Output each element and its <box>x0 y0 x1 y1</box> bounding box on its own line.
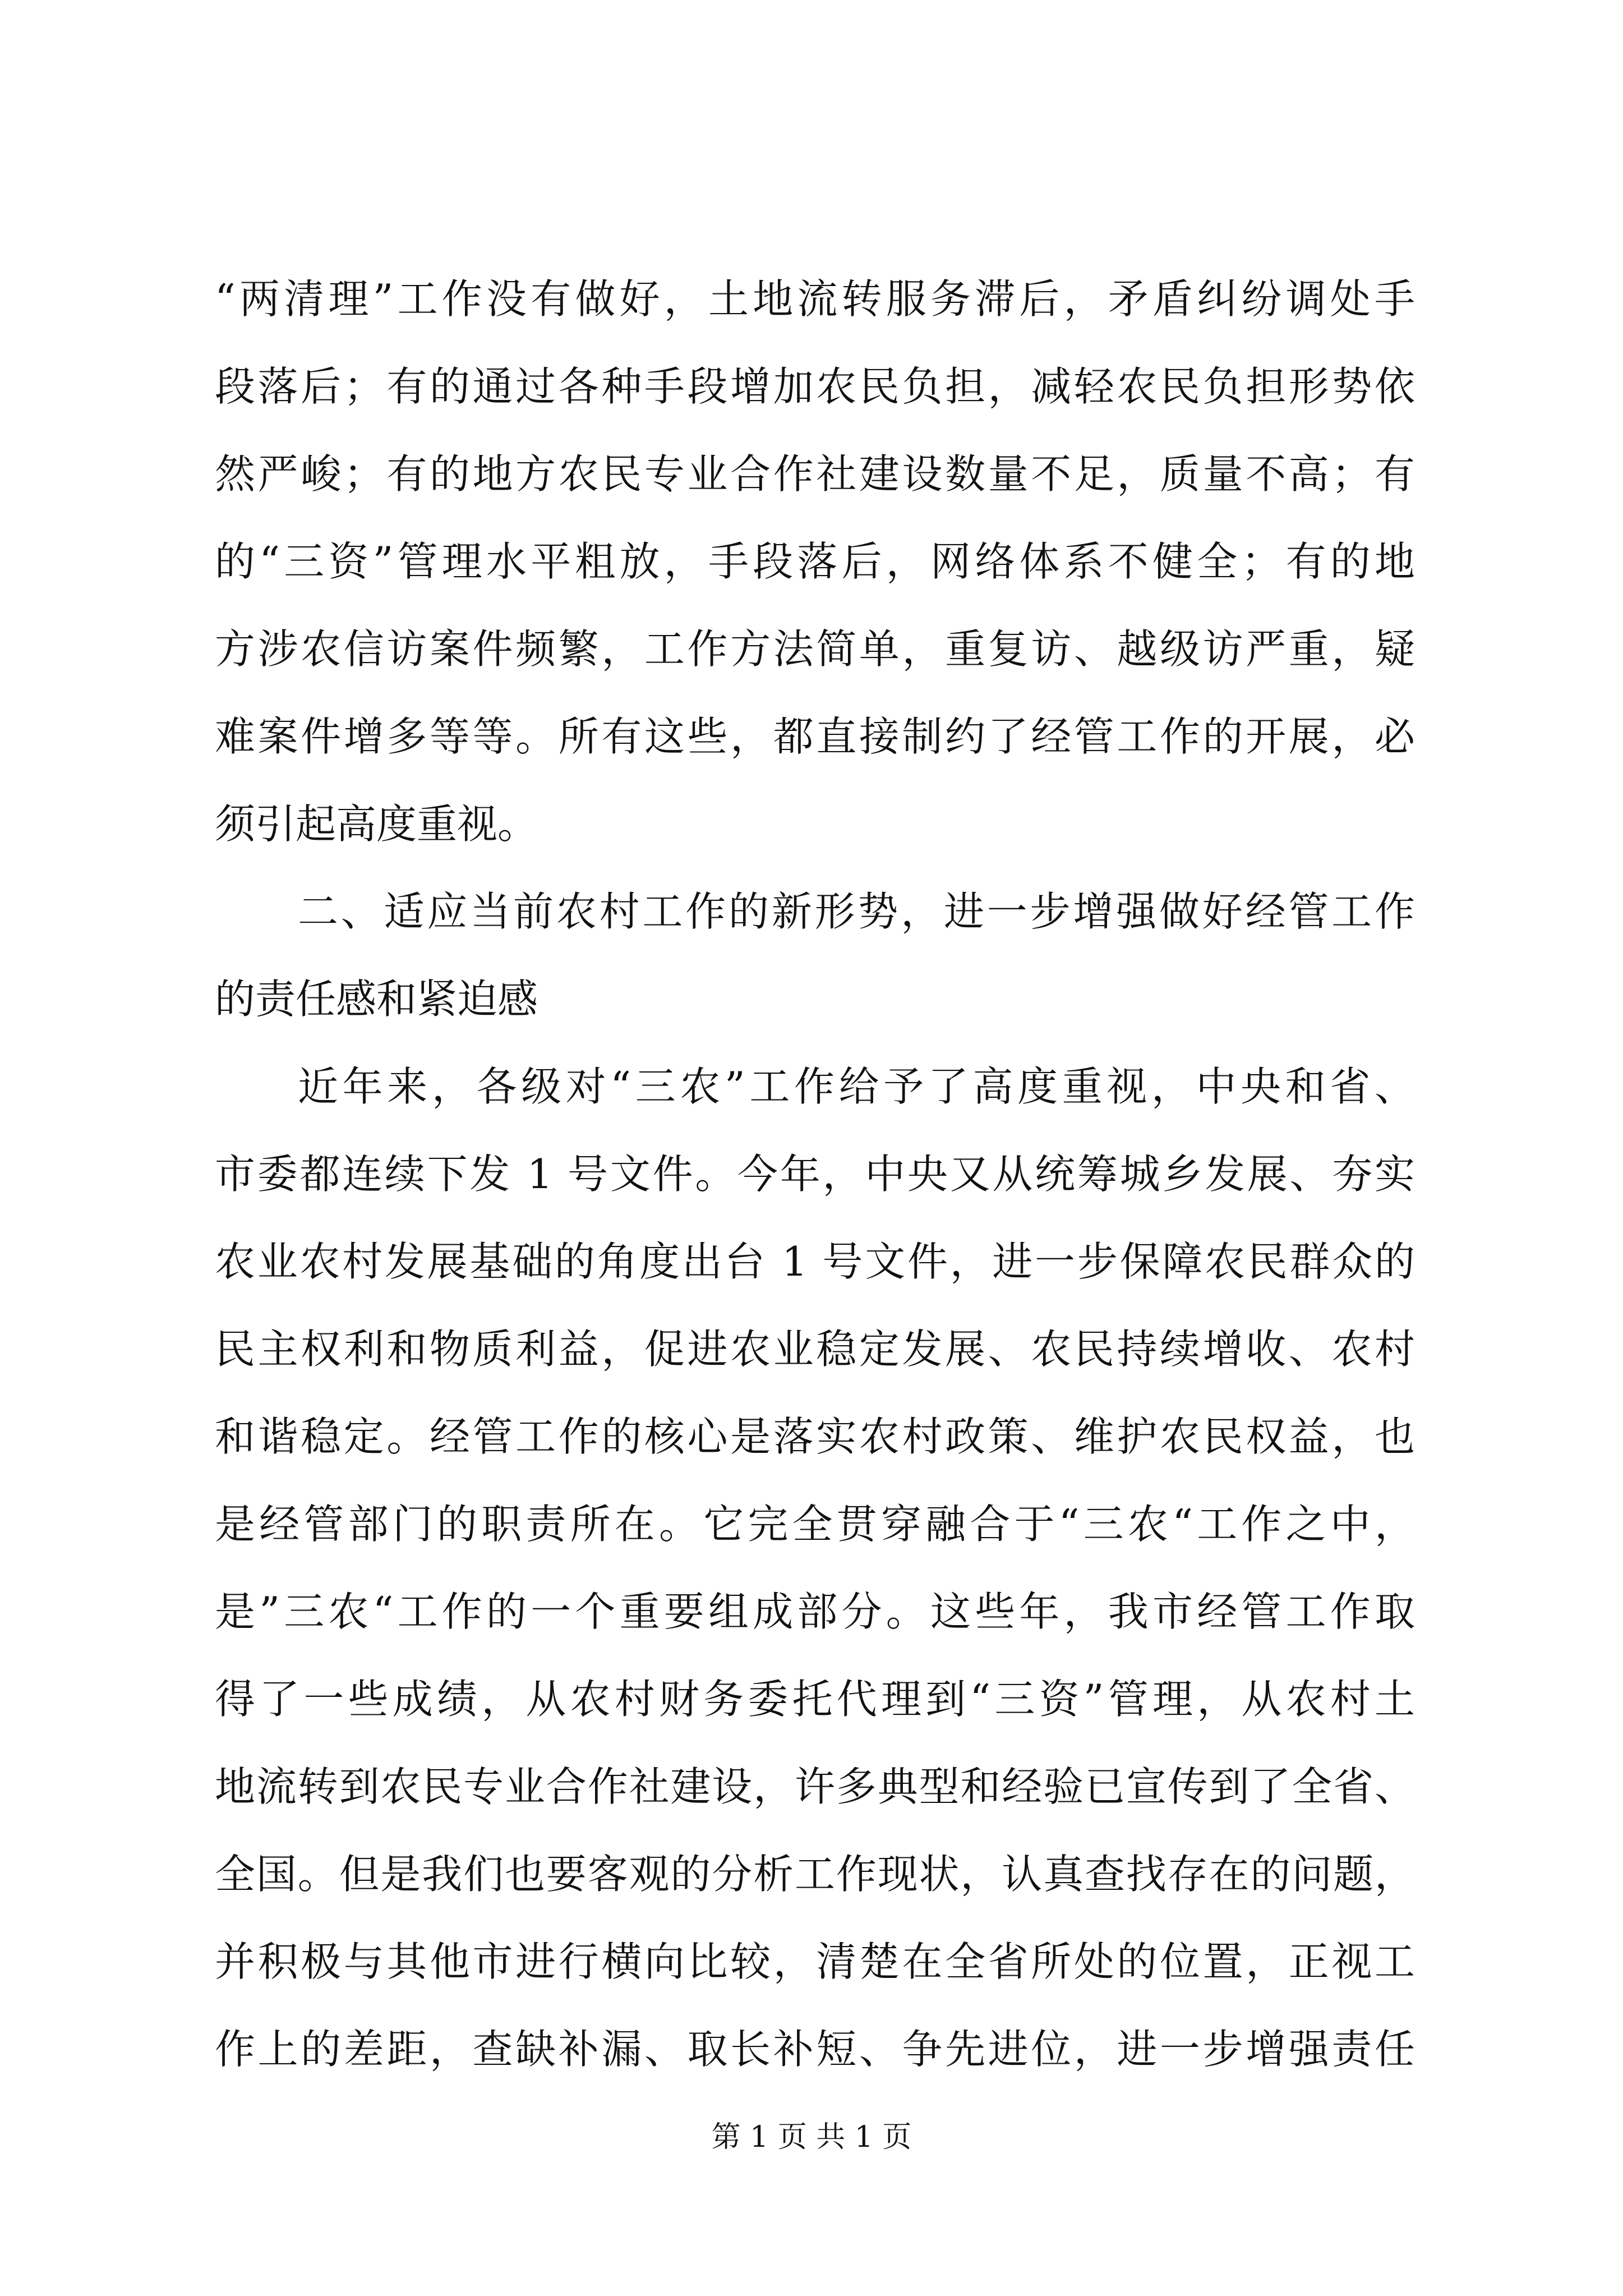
text-line-1: “两清理”工作没有做好，土地流转服务滞后，矛盾纠纷调处手 <box>215 275 1415 323</box>
text-line-20: 并积极与其他市进行横向比较，清楚在全省所处的位置，正视工 <box>215 1938 1415 1985</box>
text-line-7: 须引起高度重视。 <box>215 800 538 848</box>
text-line-2: 段落后；有的通过各种手段增加农民负担，减轻农民负担形势依 <box>215 363 1415 410</box>
page-footer: 第 1 页 共 1 页 <box>711 2120 912 2154</box>
text-line-17: 得了一些成绩，从农村财务委托代理到“三资”管理，从农村土 <box>215 1676 1415 1723</box>
text-line-14: 和谐稳定。经管工作的核心是落实农村政策、维护农民权益，也 <box>215 1413 1415 1460</box>
document-body <box>215 255 1415 2093</box>
text-line-12: 农业农村发展基础的角度出台 1 号文件，进一步保障农民群众的 <box>215 1238 1415 1285</box>
text-line-10: 近年来，各级对“三农”工作给予了高度重视，中央和省、 <box>298 1063 1415 1110</box>
text-line-15: 是经管部门的职责所在。它完全贯穿融合于“三农“工作之中， <box>215 1501 1415 1548</box>
text-line-13: 民主权利和物质利益，促进农业稳定发展、农民持续增收、农村 <box>215 1326 1415 1373</box>
text-line-16: 是”三农“工作的一个重要组成部分。这些年，我市经管工作取 <box>215 1588 1415 1635</box>
text-line-21: 作上的差距，查缺补漏、取长补短、争先进位，进一步增强责任 <box>215 2026 1415 2073</box>
text-line-5: 方涉农信访案件频繁，工作方法简单，重复访、越级访严重，疑 <box>215 625 1415 673</box>
section-heading-line-1: 二、适应当前农村工作的新形势，进一步增强做好经管工作 <box>298 888 1415 935</box>
text-line-6: 难案件增多等等。所有这些，都直接制约了经管工作的开展，必 <box>215 713 1415 760</box>
text-line-18: 地流转到农民专业合作社建设，许多典型和经验已宣传到了全省、 <box>215 1763 1415 1810</box>
section-heading-line-2: 的责任感和紧迫感 <box>215 976 538 1023</box>
text-line-11: 市委都连续下发 1 号文件。今年，中央又从统筹城乡发展、夯实 <box>215 1151 1415 1198</box>
text-line-4: 的“三资”管理水平粗放，手段落后，网络体系不健全；有的地 <box>215 538 1415 585</box>
text-line-3: 然严峻；有的地方农民专业合作社建设数量不足，质量不高；有 <box>215 450 1415 498</box>
text-line-19: 全国。但是我们也要客观的分析工作现状，认真查找存在的问题， <box>215 1851 1415 1898</box>
